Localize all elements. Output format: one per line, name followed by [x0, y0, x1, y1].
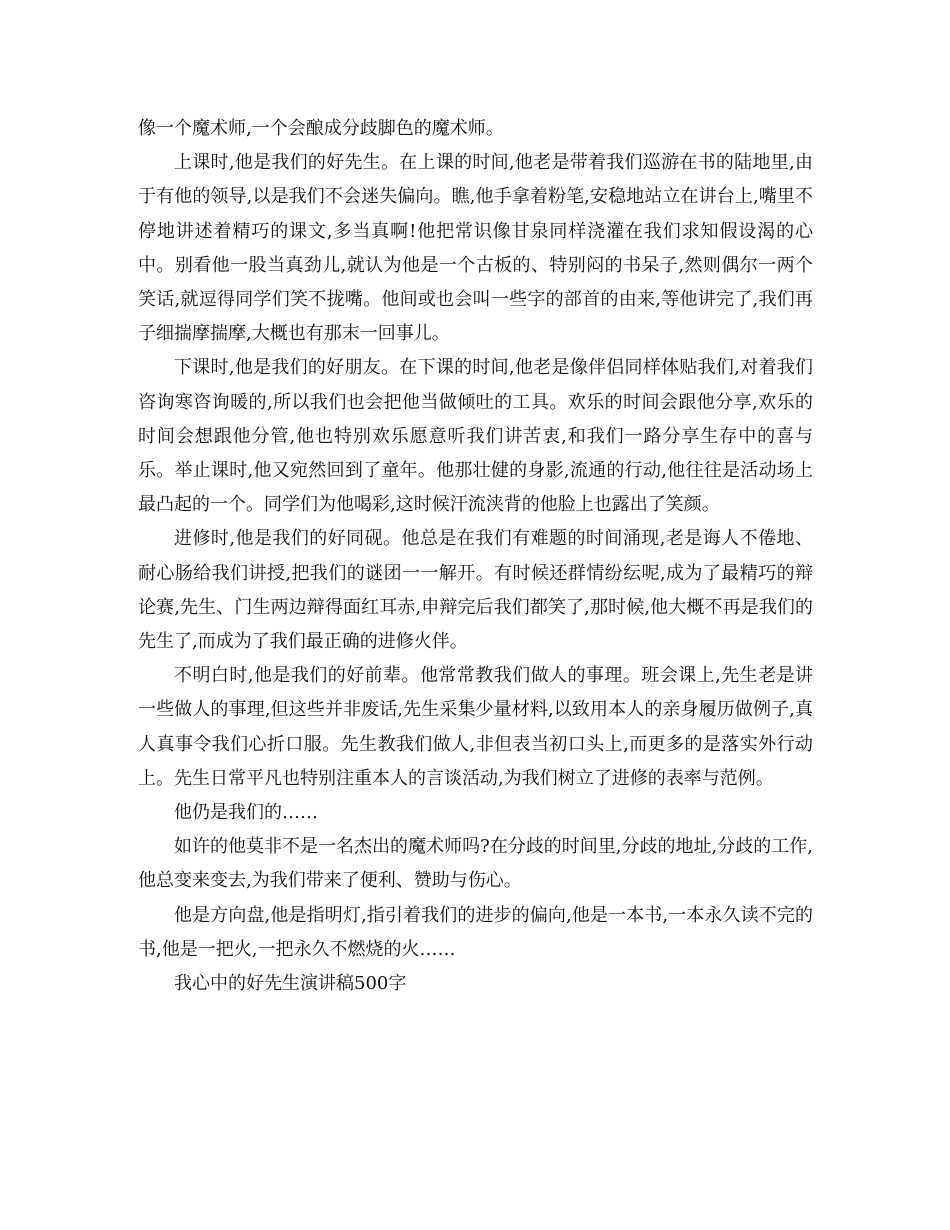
paragraph-after-class: 下课时,他是我们的好朋友。在下课的时间,他老是像伴侣同样体贴我们,对着我们咨询寒咨询暖的,所以我们也会把他当做倾吐的工具。欢乐的时间会跟他分享,欢乐的时间会想跟他分管,他也特别欢乐愿意听我们讲苦衷,和我们一路分享生存中的喜与乐。举止课时,他又宛然回到了童年。他那壮健的身影,流通的行动,他往往是活动场上最凸起的一个。同学们为他喝彩,这时候汗流浃背的他脸上也露出了笑颜。 — [138, 357, 813, 516]
section-heading: 我心中的好先生演讲稿500字 — [174, 973, 407, 995]
paragraph-continuation: 像一个魔术师,一个会酿成分歧脚色的魔术师。 — [138, 118, 504, 139]
paragraph-he-is-also: 他仍是我们的…… — [174, 802, 318, 824]
paragraph-steering-wheel: 他是方向盘,他是指明灯,指引着我们的进步的偏向,他是一本书,一本永久读不完的书,他是一把火,一把永久不燃烧的火…… — [138, 904, 813, 960]
document-body — [138, 112, 813, 1001]
paragraph-magician: 如许的他莫非不是一名杰出的魔术师吗?在分歧的时间里,分歧的地址,分歧的工作,他总变来变去,为我们带来了便利、赞助与伤心。 — [138, 836, 813, 892]
paragraph-elder: 不明白时,他是我们的好前辈。他常常教我们做人的事理。班会课上,先生老是讲一些做人的事理,但这些并非废话,先生采集少量材料,以致用本人的亲身履历做例子,真人真事令我们心折口服。先生教我们做人,非但表当初口头上,而更多的是落实外行动上。先生日常平凡也特别注重本人的言谈活动,为我们树立了进修的表率与范例。 — [138, 665, 813, 789]
paragraph-in-class: 上课时,他是我们的好先生。在上课的时间,他老是带着我们巡游在书的陆地里,由于有他的领导,以是我们不会迷失偏向。瞧,他手拿着粉笔,安稳地站立在讲台上,嘴里不停地讲述着精巧的课文,多当真啊!他把常识像甘泉同样浇灌在我们求知假设渴的心中。别看他一股当真劲儿,就认为他是一个古板的、特别闷的书呆子,然则偶尔一两个笑话,就逗得同学们笑不拢嘴。他间或也会叫一些字的部首的由来,等他讲完了,我们再子细揣摩揣摩,大概也有那末一回事儿。 — [138, 152, 813, 345]
paragraph-study: 进修时,他是我们的好同砚。他总是在我们有难题的时间涌现,老是诲人不倦地、耐心肠给我们讲授,把我们的谜团一一解开。有时候还群情纷纭呢,成为了最精巧的辩论赛,先生、门生两边辩得面红耳赤,申辩完后我们都笑了,那时候,他大概不再是我们的先生了,而成为了我们最正确的进修火伴。 — [138, 528, 813, 653]
